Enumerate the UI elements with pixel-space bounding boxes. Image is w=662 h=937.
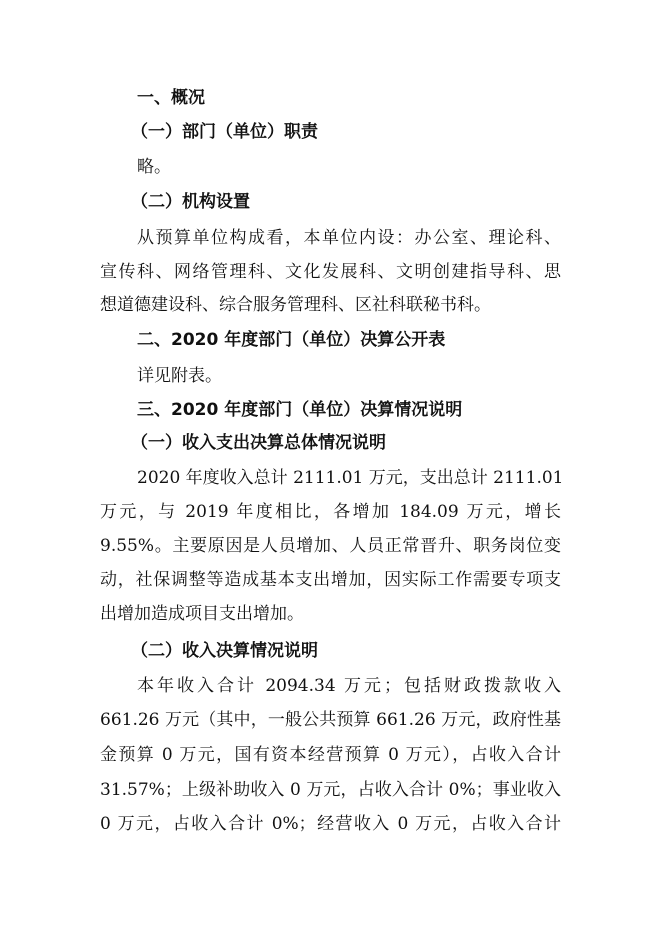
paragraph-line: 宣传科、网络管理科、文化发展科、文明创建指导科、思 bbox=[100, 262, 561, 282]
section-heading-overview: 一、概况 bbox=[137, 88, 205, 108]
paragraph-line: 本年收入合计 2094.34 万元；包括财政拨款收入 bbox=[137, 676, 561, 696]
paragraph-line: 万元，与 2019 年度相比，各增加 184.09 万元，增长 bbox=[100, 502, 561, 522]
paragraph-line: 31.57%；上级补助收入 0 万元，占收入合计 0%；事业收入 bbox=[100, 780, 561, 800]
subheading-overall: （一）收入支出决算总体情况说明 bbox=[131, 433, 386, 453]
section-heading-explanation: 三、2020 年度部门（单位）决算情况说明 bbox=[137, 400, 463, 420]
paragraph-line: 0 万元，占收入合计 0%；经营收入 0 万元，占收入合计 bbox=[100, 814, 561, 834]
paragraph-duties: 略。 bbox=[137, 157, 171, 177]
paragraph-tables: 详见附表。 bbox=[137, 366, 222, 386]
subheading-organization: （二）机构设置 bbox=[131, 192, 250, 212]
subheading-income: （二）收入决算情况说明 bbox=[131, 641, 318, 661]
paragraph-line: 想道德建设科、综合服务管理科、区社科联秘书科。 bbox=[100, 295, 491, 315]
paragraph-line: 2020 年度收入总计 2111.01 万元，支出总计 2111.01 bbox=[137, 468, 564, 488]
paragraph-line: 9.55%。主要原因是人员增加、人员正常晋升、职务岗位变 bbox=[100, 536, 561, 556]
paragraph-line: 出增加造成项目支出增加。 bbox=[100, 604, 304, 624]
section-heading-tables: 二、2020 年度部门（单位）决算公开表 bbox=[137, 330, 446, 350]
subheading-duties: （一）部门（单位）职责 bbox=[131, 122, 318, 142]
paragraph-line: 661.26 万元（其中，一般公共预算 661.26 万元，政府性基 bbox=[100, 710, 561, 730]
paragraph-line: 从预算单位构成看，本单位内设：办公室、理论科、 bbox=[137, 228, 561, 248]
paragraph-line: 金预算 0 万元，国有资本经营预算 0 万元），占收入合计 bbox=[100, 745, 561, 765]
paragraph-line: 动，社保调整等造成基本支出增加，因实际工作需要专项支 bbox=[100, 570, 561, 590]
